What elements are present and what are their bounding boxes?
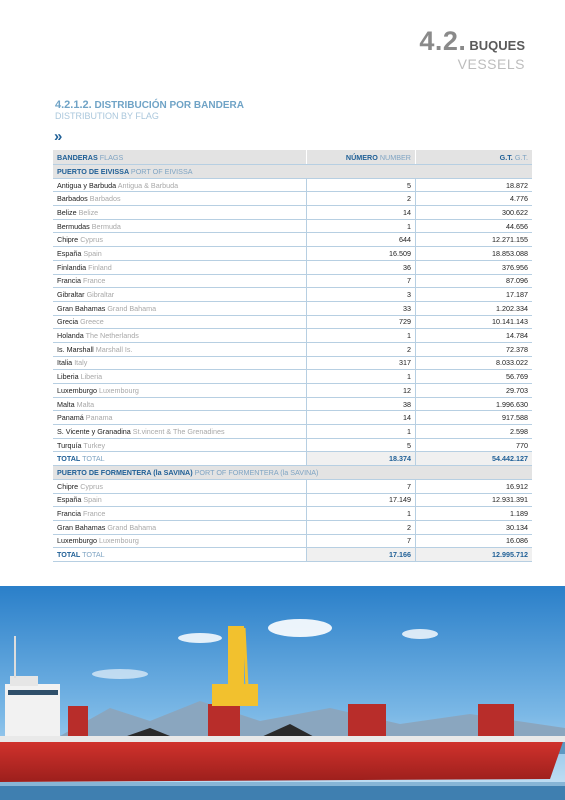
flag-cell: Is. Marshall Marshall Is. <box>53 342 307 356</box>
table-row <box>53 288 532 302</box>
table-row <box>53 384 532 398</box>
number-cell: 7 <box>307 479 416 493</box>
number-cell: 12 <box>307 384 416 398</box>
gt-cell: 18.853.088 <box>416 247 533 261</box>
table-row <box>53 329 532 343</box>
table-row <box>53 260 532 274</box>
flag-cell: Bermudas Bermuda <box>53 219 307 233</box>
gt-cell: 16.912 <box>416 479 533 493</box>
gt-cell: 29.703 <box>416 384 533 398</box>
table-row <box>53 219 532 233</box>
number-cell: 1 <box>307 370 416 384</box>
number-cell: 5 <box>307 438 416 452</box>
flag-cell: Chipre Cyprus <box>53 233 307 247</box>
table-row <box>53 479 532 493</box>
table-row <box>53 206 532 220</box>
total-row <box>53 452 532 466</box>
flag-cell: Antigua y Barbuda Antigua & Barbuda <box>53 178 307 192</box>
table-row <box>53 178 532 192</box>
number-cell: 14 <box>307 206 416 220</box>
gt-cell: 2.598 <box>416 425 533 439</box>
col-flags-header: BANDERAS FLAGS <box>53 150 307 165</box>
gt-cell: 30.134 <box>416 520 533 534</box>
number-cell: 7 <box>307 534 416 548</box>
table-row <box>53 493 532 507</box>
double-chevron-icon: » <box>54 128 63 145</box>
gt-cell: 917.588 <box>416 411 533 425</box>
gt-cell: 300.622 <box>416 206 533 220</box>
total-gt: 12.995.712 <box>416 548 533 562</box>
port-section-row <box>53 466 532 480</box>
flag-cell: Gran Bahamas Grand Bahama <box>53 520 307 534</box>
page-header <box>419 26 525 71</box>
flag-distribution-table <box>53 150 532 562</box>
table-row <box>53 438 532 452</box>
gt-cell: 4.776 <box>416 192 533 206</box>
gt-cell: 1.996.630 <box>416 397 533 411</box>
number-cell: 36 <box>307 260 416 274</box>
flag-cell: Luxemburgo Luxembourg <box>53 534 307 548</box>
gt-cell: 770 <box>416 438 533 452</box>
table-row <box>53 370 532 384</box>
number-cell: 33 <box>307 301 416 315</box>
gt-cell: 16.086 <box>416 534 533 548</box>
gt-cell: 8.033.022 <box>416 356 533 370</box>
table-row <box>53 315 532 329</box>
gt-cell: 12.271.155 <box>416 233 533 247</box>
flag-cell: Belize Belize <box>53 206 307 220</box>
total-number: 17.166 <box>307 548 416 562</box>
cargo-ship-photo <box>0 586 565 800</box>
flag-cell: Barbados Barbados <box>53 192 307 206</box>
table-row <box>53 411 532 425</box>
gt-cell: 14.784 <box>416 329 533 343</box>
table-row <box>53 274 532 288</box>
gt-cell: 10.141.143 <box>416 315 533 329</box>
number-cell: 38 <box>307 397 416 411</box>
flag-cell: Francia France <box>53 507 307 521</box>
port-section-label: PUERTO DE EIVISSA PORT OF EIVISSA <box>53 165 532 179</box>
gt-cell: 17.187 <box>416 288 533 302</box>
number-cell: 644 <box>307 233 416 247</box>
table-row <box>53 507 532 521</box>
table-row <box>53 233 532 247</box>
table-row <box>53 342 532 356</box>
total-number: 18.374 <box>307 452 416 466</box>
table-row <box>53 192 532 206</box>
flag-cell: España Spain <box>53 493 307 507</box>
table-row <box>53 425 532 439</box>
section-title-en: DISTRIBUTION BY FLAG <box>55 111 159 121</box>
gt-cell: 44.656 <box>416 219 533 233</box>
gt-cell: 72.378 <box>416 342 533 356</box>
section-title: DISTRIBUCIÓN POR BANDERA <box>94 100 244 111</box>
port-section-row <box>53 165 532 179</box>
flag-cell: S. Vicente y Granadina St.vincent & The Grenadines <box>53 425 307 439</box>
gt-cell: 12.931.391 <box>416 493 533 507</box>
flag-cell: Italia Italy <box>53 356 307 370</box>
flag-cell: Holanda The Netherlands <box>53 329 307 343</box>
table-body <box>53 165 532 562</box>
flag-cell: Finlandia Finland <box>53 260 307 274</box>
number-cell: 16.509 <box>307 247 416 261</box>
flag-cell: Francia France <box>53 274 307 288</box>
table-header-row <box>53 150 532 165</box>
col-gt-header: G.T. G.T. <box>416 150 533 165</box>
table-row <box>53 247 532 261</box>
gt-cell: 18.872 <box>416 178 533 192</box>
flag-cell: Malta Malta <box>53 397 307 411</box>
total-label: TOTAL TOTAL <box>53 548 307 562</box>
number-cell: 14 <box>307 411 416 425</box>
flag-cell: España Spain <box>53 247 307 261</box>
flag-cell: Turquía Turkey <box>53 438 307 452</box>
number-cell: 2 <box>307 192 416 206</box>
table-row <box>53 301 532 315</box>
gt-cell: 1.202.334 <box>416 301 533 315</box>
number-cell: 317 <box>307 356 416 370</box>
number-cell: 1 <box>307 425 416 439</box>
number-cell: 1 <box>307 329 416 343</box>
table-row <box>53 534 532 548</box>
total-gt: 54.442.127 <box>416 452 533 466</box>
gt-cell: 56.769 <box>416 370 533 384</box>
total-label: TOTAL TOTAL <box>53 452 307 466</box>
port-section-label: PUERTO DE FORMENTERA (la SAVINA) PORT OF FORMENTERA (la SAVINA) <box>53 466 532 480</box>
chapter-title: BUQUES <box>469 38 525 53</box>
number-cell: 729 <box>307 315 416 329</box>
table-row <box>53 356 532 370</box>
table-row <box>53 520 532 534</box>
col-number-header: NÚMERO NUMBER <box>307 150 416 165</box>
number-cell: 1 <box>307 507 416 521</box>
number-cell: 2 <box>307 342 416 356</box>
section-heading <box>55 99 244 121</box>
chapter-title-en: VESSELS <box>457 56 525 72</box>
flag-cell: Luxemburgo Luxembourg <box>53 384 307 398</box>
total-row <box>53 548 532 562</box>
number-cell: 2 <box>307 520 416 534</box>
number-cell: 5 <box>307 178 416 192</box>
gt-cell: 87.096 <box>416 274 533 288</box>
flag-cell: Liberia Liberia <box>53 370 307 384</box>
gt-cell: 1.189 <box>416 507 533 521</box>
flag-cell: Gibraltar Gibraltar <box>53 288 307 302</box>
number-cell: 1 <box>307 219 416 233</box>
flag-cell: Chipre Cyprus <box>53 479 307 493</box>
section-number: 4.2.1.2. <box>55 99 92 111</box>
number-cell: 17.149 <box>307 493 416 507</box>
flag-cell: Grecia Greece <box>53 315 307 329</box>
number-cell: 7 <box>307 274 416 288</box>
flag-cell: Gran Bahamas Grand Bahama <box>53 301 307 315</box>
chapter-number: 4.2. <box>419 26 467 56</box>
gt-cell: 376.956 <box>416 260 533 274</box>
table-row <box>53 397 532 411</box>
number-cell: 3 <box>307 288 416 302</box>
flag-cell: Panamá Panama <box>53 411 307 425</box>
